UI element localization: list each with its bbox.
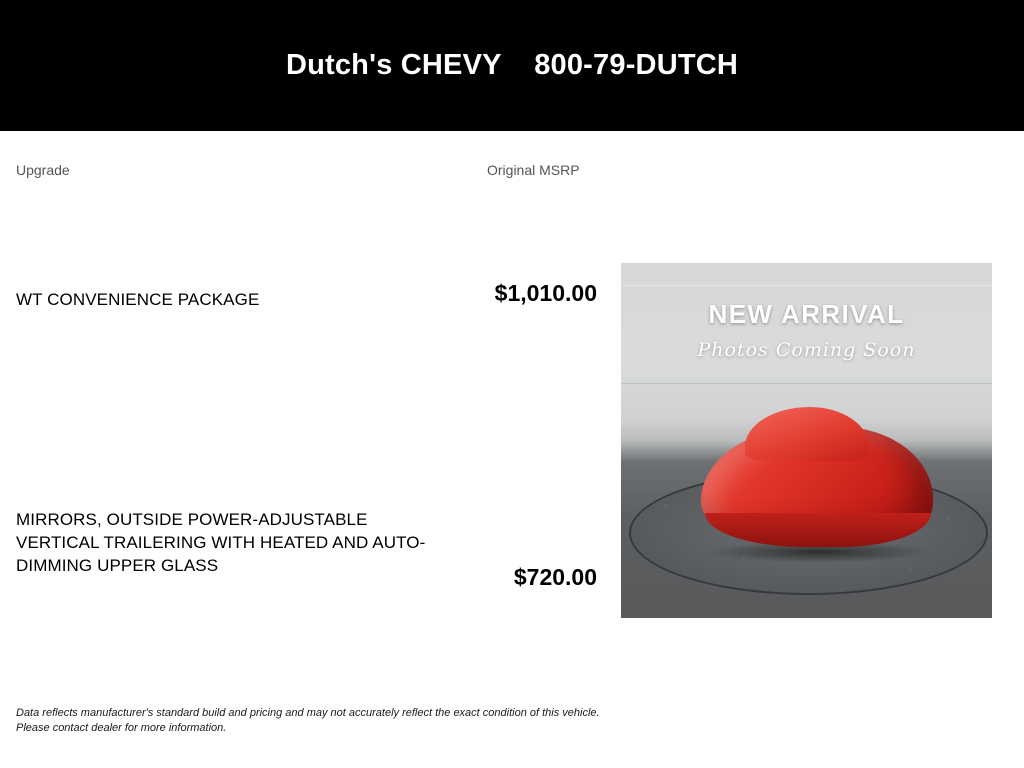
backdrop-seam (621, 383, 992, 384)
upgrade-name: MIRRORS, OUTSIDE POWER-ADJUSTABLE VERTICAL TRAILERING WITH HEATED AND AUTO-DIMMING UPPER GLASS (16, 510, 426, 575)
upgrade-price: $1,010.00 (494, 280, 597, 306)
upgrade-name: WT CONVENIENCE PACKAGE (16, 290, 260, 309)
car-cover-roof (745, 407, 869, 461)
column-header-original-msrp: Original MSRP (487, 162, 580, 178)
photo-subline: Photos Coming Soon (697, 339, 916, 361)
vehicle-photo-placeholder (621, 263, 992, 618)
dealer-name-and-phone: Dutch's CHEVY 800-79-DUTCH (285, 49, 739, 81)
disclaimer (16, 706, 796, 736)
photo-headline: NEW ARRIVAL (708, 299, 905, 329)
upgrade-price: $720.00 (513, 564, 597, 590)
disclaimer-line-2: Please contact dealer for more information. (16, 722, 227, 734)
disclaimer-line-1: Data reflects manufacturer's standard build and pricing and may not accurately reflect the exact condition of this vehicle. (16, 707, 600, 719)
dealer-header (0, 0, 1024, 131)
backdrop-seam (621, 285, 992, 286)
car-cover-skirt (705, 513, 931, 547)
covered-car-icon (693, 401, 943, 561)
column-header-upgrade: Upgrade (16, 162, 70, 178)
